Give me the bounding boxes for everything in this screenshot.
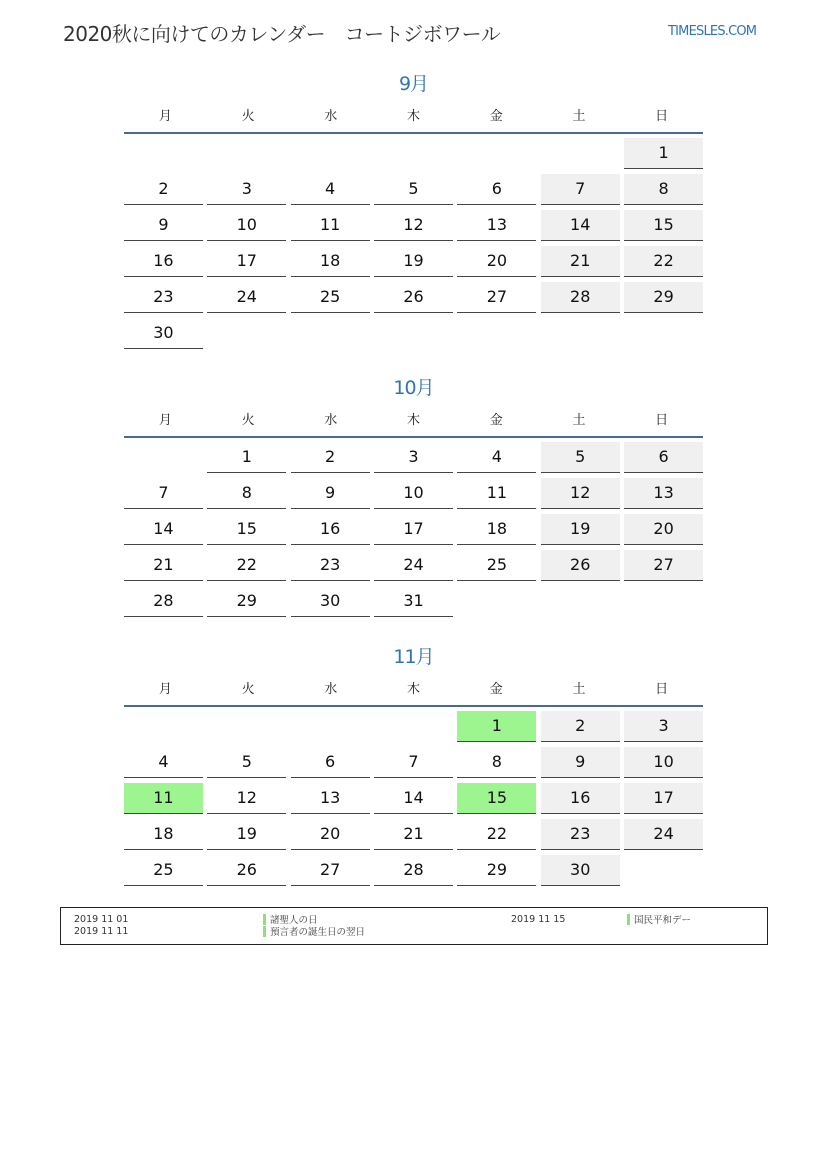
day-cell[interactable]: 8 [457, 747, 536, 778]
month-title: 9月 [398, 73, 429, 95]
day-cell[interactable]: 2 [291, 442, 370, 473]
weekday-header [124, 106, 703, 134]
day-cell[interactable]: 5 [541, 442, 620, 473]
day-cell[interactable]: 23 [124, 282, 203, 313]
day-cell[interactable]: 24 [374, 550, 453, 581]
day-cell[interactable]: 21 [541, 246, 620, 277]
day-cell[interactable]: 7 [124, 478, 203, 509]
day-cell[interactable]: 3 [624, 711, 703, 742]
day-cell[interactable]: 3 [207, 174, 286, 205]
weekday-label: 土 [572, 682, 586, 697]
day-cell[interactable]: 20 [291, 819, 370, 850]
empty-cell [457, 138, 536, 168]
empty-cell [291, 138, 370, 168]
legend-date: 2019 11 11 [74, 926, 129, 937]
weekday-label: 水 [324, 682, 338, 697]
holiday-marker [627, 914, 630, 925]
week-row [124, 514, 703, 550]
day-cell[interactable]: 13 [457, 210, 536, 241]
day-cell[interactable]: 20 [624, 514, 703, 545]
empty-cell [541, 318, 620, 348]
empty-cell [124, 138, 203, 168]
day-cell[interactable]: 30 [541, 855, 620, 886]
week-row [124, 210, 703, 246]
day-cell[interactable]: 29 [457, 855, 536, 886]
day-cell[interactable]: 9 [124, 210, 203, 241]
day-cell[interactable]: 17 [207, 246, 286, 277]
day-cell[interactable]: 28 [374, 855, 453, 886]
day-cell[interactable]: 26 [541, 550, 620, 581]
weekday-label: 月 [158, 682, 172, 697]
day-cell[interactable]: 9 [291, 478, 370, 509]
week-row [124, 442, 703, 478]
day-cell[interactable]: 27 [291, 855, 370, 886]
weekday-label: 日 [655, 413, 669, 428]
empty-cell [291, 318, 370, 348]
day-cell[interactable]: 4 [124, 747, 203, 778]
day-cell[interactable]: 2 [124, 174, 203, 205]
empty-cell [124, 442, 203, 472]
day-cell[interactable]: 1 [457, 711, 536, 742]
day-cell[interactable]: 1 [207, 442, 286, 473]
day-cell[interactable]: 25 [457, 550, 536, 581]
empty-cell [374, 318, 453, 348]
day-cell[interactable]: 11 [291, 210, 370, 241]
day-cell[interactable]: 21 [124, 550, 203, 581]
week-row [124, 318, 703, 354]
day-cell[interactable]: 16 [291, 514, 370, 545]
day-cell[interactable]: 29 [207, 586, 286, 617]
week-row [124, 783, 703, 819]
day-cell[interactable]: 12 [207, 783, 286, 814]
brand-logo[interactable]: TIMESLES.COM [668, 24, 757, 39]
day-cell[interactable]: 12 [374, 210, 453, 241]
day-cell[interactable]: 1 [624, 138, 703, 169]
weekday-label: 水 [324, 413, 338, 428]
week-row [124, 586, 703, 622]
week-row [124, 855, 703, 891]
legend-date: 2019 11 01 [74, 914, 129, 925]
weekday-label: 木 [407, 413, 421, 428]
legend-name: 国民平和デー [627, 914, 691, 927]
empty-cell [374, 138, 453, 168]
day-cell[interactable]: 3 [374, 442, 453, 473]
day-cell[interactable]: 17 [624, 783, 703, 814]
day-cell[interactable]: 27 [624, 550, 703, 581]
day-cell[interactable]: 23 [291, 550, 370, 581]
month-calendar [124, 639, 703, 891]
day-cell[interactable]: 19 [207, 819, 286, 850]
day-cell[interactable]: 16 [124, 246, 203, 277]
day-cell[interactable]: 6 [624, 442, 703, 473]
day-cell[interactable]: 21 [374, 819, 453, 850]
weekday-label: 土 [572, 109, 586, 124]
empty-cell [457, 586, 536, 616]
day-cell[interactable]: 26 [374, 282, 453, 313]
day-cell[interactable]: 5 [374, 174, 453, 205]
day-cell[interactable]: 11 [457, 478, 536, 509]
legend-date: 2019 11 15 [511, 914, 566, 925]
weekday-label: 火 [241, 682, 255, 697]
empty-cell [207, 711, 286, 741]
day-cell[interactable]: 9 [541, 747, 620, 778]
day-cell[interactable]: 18 [457, 514, 536, 545]
week-row [124, 282, 703, 318]
week-row [124, 174, 703, 210]
day-cell[interactable]: 16 [541, 783, 620, 814]
weekday-label: 日 [655, 682, 669, 697]
day-cell[interactable]: 6 [291, 747, 370, 778]
day-cell[interactable]: 24 [207, 282, 286, 313]
week-row [124, 711, 703, 747]
day-cell[interactable]: 4 [291, 174, 370, 205]
week-row [124, 550, 703, 586]
holiday-legend [60, 907, 768, 945]
day-cell[interactable]: 18 [124, 819, 203, 850]
legend-name: 諸聖人の日 [263, 914, 318, 927]
week-row [124, 138, 703, 174]
legend-name: 預言者の誕生日の翌日 [263, 926, 365, 939]
day-cell[interactable]: 15 [457, 783, 536, 814]
day-cell[interactable]: 28 [541, 282, 620, 313]
day-cell[interactable]: 12 [541, 478, 620, 509]
week-row [124, 819, 703, 855]
weekday-label: 水 [324, 109, 338, 124]
day-cell[interactable]: 8 [624, 174, 703, 205]
day-cell[interactable]: 14 [541, 210, 620, 241]
empty-cell [624, 855, 703, 885]
weekday-label: 月 [158, 413, 172, 428]
week-row [124, 478, 703, 514]
day-cell[interactable]: 23 [541, 819, 620, 850]
month-calendar [124, 370, 703, 622]
weekday-label: 月 [158, 109, 172, 124]
day-cell[interactable]: 15 [207, 514, 286, 545]
day-cell[interactable]: 20 [457, 246, 536, 277]
weekday-label: 日 [655, 109, 669, 124]
empty-cell [124, 711, 203, 741]
weekday-label: 木 [407, 682, 421, 697]
day-cell[interactable]: 2 [541, 711, 620, 742]
holiday-marker [263, 926, 266, 937]
day-cell[interactable]: 31 [374, 586, 453, 617]
day-cell[interactable]: 13 [291, 783, 370, 814]
day-cell[interactable]: 4 [457, 442, 536, 473]
empty-cell [291, 711, 370, 741]
day-cell[interactable]: 22 [457, 819, 536, 850]
day-cell[interactable]: 15 [624, 210, 703, 241]
day-cell[interactable]: 14 [124, 514, 203, 545]
day-cell[interactable]: 19 [541, 514, 620, 545]
day-cell[interactable]: 7 [374, 747, 453, 778]
day-cell[interactable]: 22 [624, 246, 703, 277]
day-cell[interactable]: 10 [207, 210, 286, 241]
empty-cell [457, 318, 536, 348]
empty-cell [207, 138, 286, 168]
empty-cell [207, 318, 286, 348]
day-cell[interactable]: 5 [207, 747, 286, 778]
weekday-label: 金 [489, 682, 503, 697]
day-cell[interactable]: 11 [124, 783, 203, 814]
empty-cell [624, 318, 703, 348]
day-cell[interactable]: 19 [374, 246, 453, 277]
day-cell[interactable]: 22 [207, 550, 286, 581]
week-row [124, 747, 703, 783]
day-cell[interactable]: 18 [291, 246, 370, 277]
day-cell[interactable]: 6 [457, 174, 536, 205]
day-cell[interactable]: 24 [624, 819, 703, 850]
page-title: 2020秋に向けてのカレンダー コートジボワール [63, 22, 501, 46]
day-cell[interactable]: 14 [374, 783, 453, 814]
weekday-label: 金 [489, 109, 503, 124]
month-calendar [124, 66, 703, 354]
day-cell[interactable]: 30 [124, 318, 203, 349]
empty-cell [624, 586, 703, 616]
day-cell[interactable]: 29 [624, 282, 703, 313]
weekday-header [124, 410, 703, 438]
day-cell[interactable]: 28 [124, 586, 203, 617]
day-cell[interactable]: 27 [457, 282, 536, 313]
day-cell[interactable]: 10 [374, 478, 453, 509]
weekday-label: 木 [407, 109, 421, 124]
day-cell[interactable]: 10 [624, 747, 703, 778]
day-cell[interactable]: 26 [207, 855, 286, 886]
weekday-label: 火 [241, 413, 255, 428]
day-cell[interactable]: 8 [207, 478, 286, 509]
empty-cell [541, 138, 620, 168]
day-cell[interactable]: 25 [291, 282, 370, 313]
day-cell[interactable]: 25 [124, 855, 203, 886]
day-cell[interactable]: 17 [374, 514, 453, 545]
day-cell[interactable]: 30 [291, 586, 370, 617]
weekday-label: 火 [241, 109, 255, 124]
month-title: 10月 [393, 377, 434, 399]
day-cell[interactable]: 7 [541, 174, 620, 205]
holiday-marker [263, 914, 266, 925]
day-cell[interactable]: 13 [624, 478, 703, 509]
weekday-label: 金 [489, 413, 503, 428]
weekday-header [124, 679, 703, 707]
empty-cell [541, 586, 620, 616]
weekday-label: 土 [572, 413, 586, 428]
month-title: 11月 [393, 646, 434, 668]
empty-cell [374, 711, 453, 741]
week-row [124, 246, 703, 282]
